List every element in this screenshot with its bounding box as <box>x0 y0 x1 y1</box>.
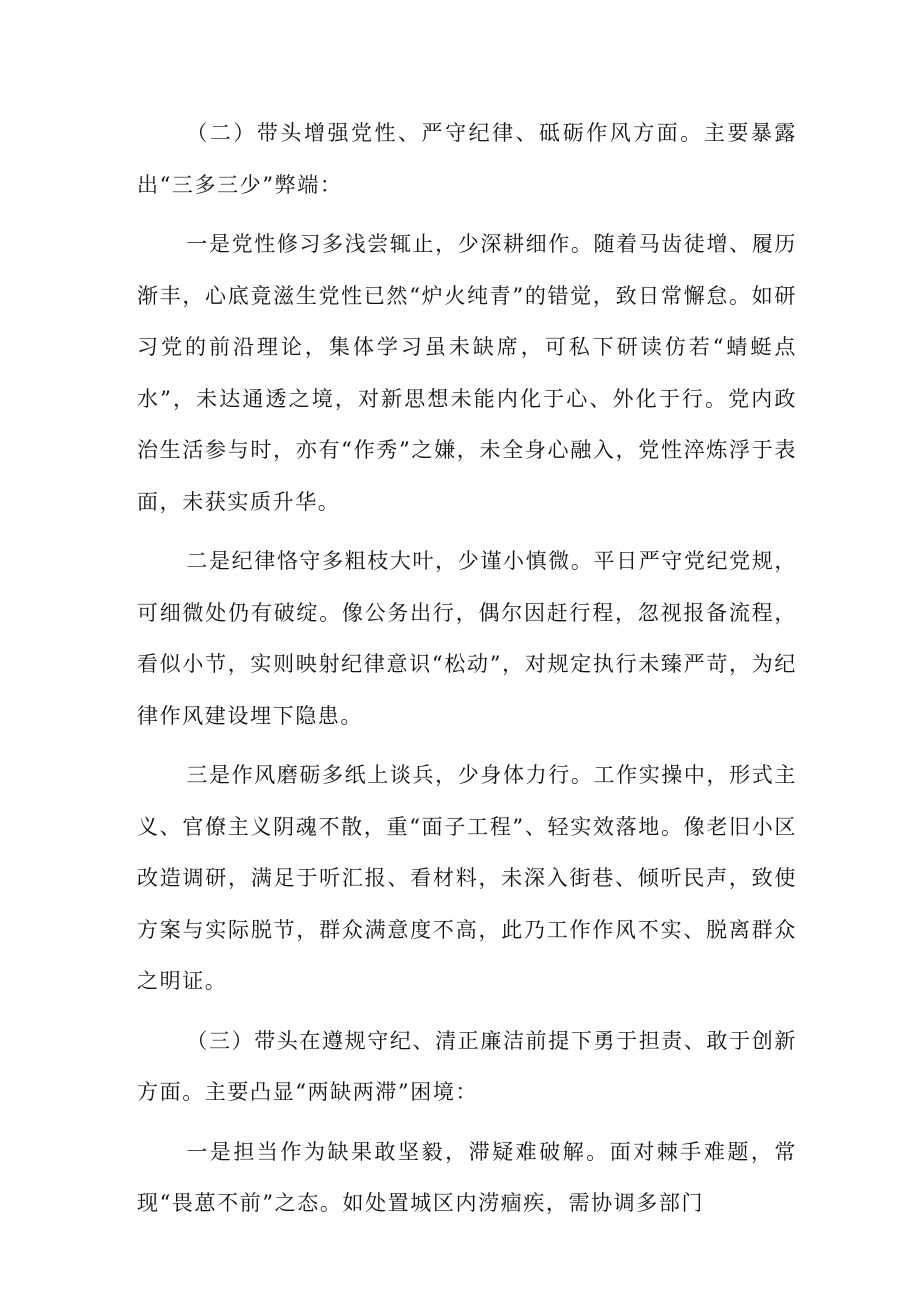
responsibility-paragraph: 一是担当作为缺果敢坚毅，滞疑难破解。面对棘手难题，常现“畏葸不前”之态。如处置城区内涝痼疾，需协调多部门 <box>137 1139 797 1215</box>
work-style-paragraph: 三是作风磨砺多纸上谈兵，少身体力行。工作实操中，形式主义、官僚主义阴魂不散，重“面子工程”、轻实效落地。像老旧小区改造调研，满足于听汇报、看材料，未深入街巷、倾听民声，致使方案与实际脱节，群众满意度不高，此乃工作作风不实、脱离群众之明证。 <box>137 763 797 993</box>
section-2-heading-paragraph: （二）带头增强党性、严守纪律、砥砺作风方面。主要暴露出“三多三少”弊端： <box>137 121 797 197</box>
section-3-heading-paragraph: （三）带头在遵规守纪、清正廉洁前提下勇于担责、敢于创新方面。主要凸显“两缺两滞”困境： <box>137 1028 797 1104</box>
discipline-paragraph: 二是纪律恪守多粗枝大叶，少谨小慎微。平日严守党纪党规，可细微处仍有破绽。像公务出行，偶尔因赶行程，忽视报备流程，看似小节，实则映射纪律意识“松动”，对规定执行未臻严苛，为纪律作风建设埋下隐患。 <box>137 549 797 728</box>
party-spirit-paragraph: 一是党性修习多浅尝辄止，少深耕细作。随着马齿徒增、履历渐丰，心底竟滋生党性已然“炉火纯青”的错觉，致日常懈怠。如研习党的前沿理论，集体学习虽未缺席，可私下研读仿若“蜻蜓点水”，未达通透之境，对新思想未能内化于心、外化于行。党内政治生活参与时，亦有“作秀”之嫌，未全身心融入，党性淬炼浮于表面，未获实质升华。 <box>137 232 797 514</box>
document-body <box>137 108 797 1230</box>
